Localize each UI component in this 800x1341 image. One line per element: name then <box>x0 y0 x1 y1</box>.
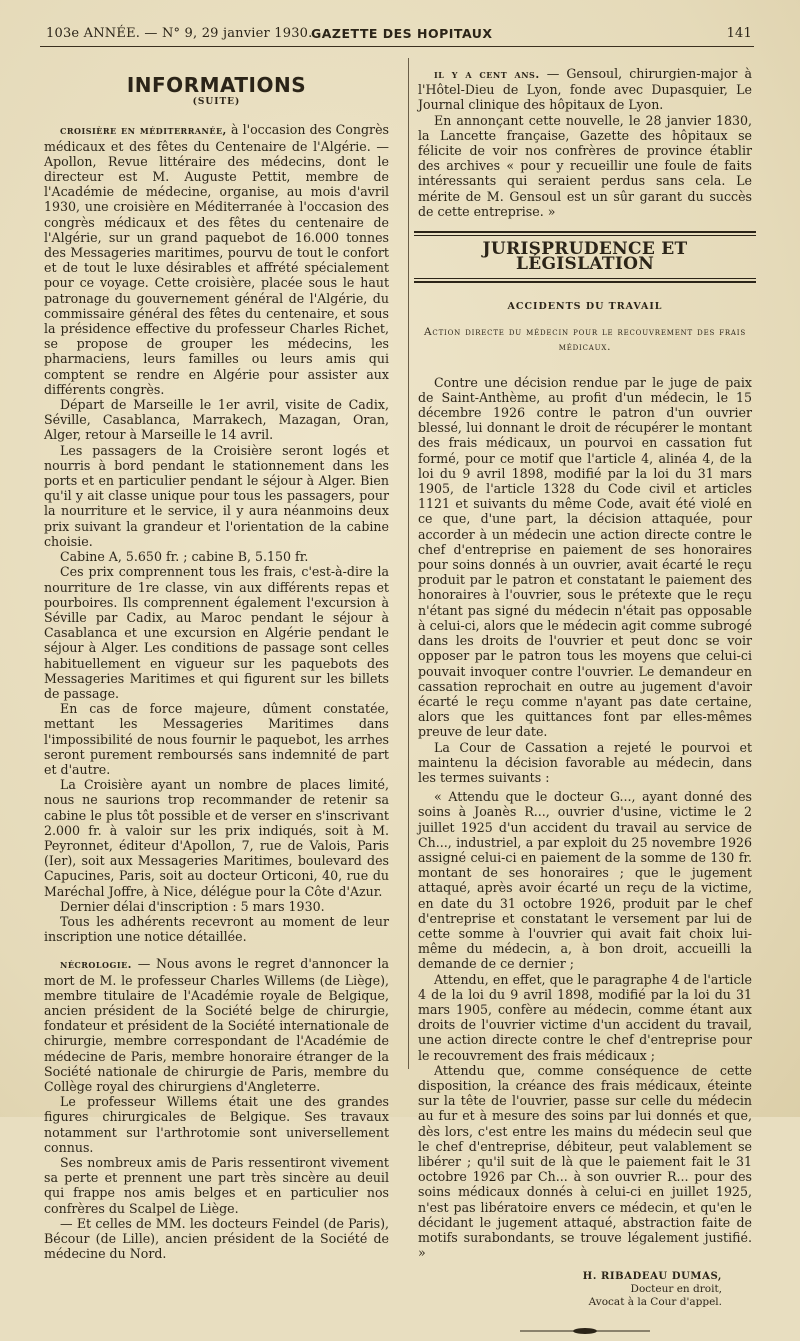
centenaire-lead: il y a cent ans. <box>434 68 540 81</box>
paragraph: Les passagers de la Croisière seront logés et nourris à bord pendant le stationnement dans les ports et en particulier pendant le séjour à Alger. Bien qu'il y ait classe unique pour tous les passagers, pour la nourriture et le service, il y aura néanmoins deux prix suivant la grandeur et l'orientation de la cabine choisie. <box>44 442 389 549</box>
paragraph: Attendu, en effet, que le paragraphe 4 de l'article 4 de la loi du 9 avril 1898, modifié par la loi du 31 mars 1905, confère au médecin, comme étant aux droits de l'ouvrier victime d'un accident du travail, une action directe contre le chef d'entreprise pour le recouvrement des frais médicaux ; <box>418 971 752 1063</box>
croisiere-lead: croisière en méditerranée, <box>60 124 227 138</box>
paragraph: Ses nombreux amis de Paris ressentiront vivement sa perte et prennent une part très sincère au deuil qui frappe nos amis belges et en particulier nos confrères du Scalpel de Liège. <box>44 1155 389 1216</box>
paragraph: Départ de Marseille le 1er avril, visite de Cadix, Séville, Casablanca, Marrakech, Mazagan, Oran, Alger, retour à Marseille le 14 avril. <box>44 397 389 443</box>
column-divider <box>408 58 409 1069</box>
necrologie-paragraph: nécrologie. — Nous avons le regret d'annoncer la mort de M. le professeur Charles Willems (de Liège), membre titulaire de l'Académie royale de Belgique, ancien président de la Société belge de chirurgie, fondateur et président de la Société internationale de chirurgie, membre correspondant de l'Académie de médecine de Paris, membre honoraire étranger de la Société nationale de chirurgie de Paris, membre du Collège royal des chirurgiens d'Angleterre. <box>44 956 389 1094</box>
paragraph: Ces prix comprennent tous les frais, c'est-à-dire la nourriture de 1re classe, vin aux différents repas et pourboires. Ils comprennent également l'excursion à Séville par Cadix, au Maroc pendant le séjour à Casablanca et une excursion en Algérie pendant le séjour à Alger. Les conditions de passage sont celles habituellement en vigueur sur les paquebots des Messageries Maritimes et qui figurent sur les billets de passage. <box>44 564 389 701</box>
necrologie-lead: nécrologie. <box>60 958 132 972</box>
paragraph: En cas de force majeure, dûment constatée, mettant les Messageries Maritimes dans l'impossibilité de nous fournir le paquebot, les arrhes seront purement remboursés sans indemnité de part et d'autre. <box>44 701 389 777</box>
centenaire-paragraph: il y a cent ans. — Gensoul, chirurgien-major à l'Hôtel-Dieu de Lyon, fonde avec Dupasquier, Le Journal clinique des hôpitaux de Lyon. <box>418 66 752 113</box>
header-rule <box>40 46 754 47</box>
section-title-jurisprudence: JURISPRUDENCE ET LÉGISLATION <box>482 239 688 275</box>
ornament-divider <box>418 1325 752 1340</box>
section-title-informations: INFORMATIONS <box>126 73 307 97</box>
right-column <box>418 66 752 1341</box>
article-heading: ACCIDENTS DU TRAVAIL <box>507 301 663 313</box>
section-subtitle: (SUITE) <box>192 97 241 108</box>
paragraph: Dernier délai d'inscription : 5 mars 1930. <box>60 898 325 914</box>
paragraph: La Cour de Cassation a rejeté le pourvoi et maintenu la décision favorable au médecin, dans les termes suivants : <box>418 739 752 785</box>
rule <box>414 278 756 279</box>
author-title: Docteur en droit, <box>630 1283 722 1296</box>
paragraph: Tous les adhérents recevront au moment de leur inscription une notice détaillée. <box>44 913 389 945</box>
article-subheading: Action directe du médecin pour le recouvrement des frais médicaux. <box>424 325 746 353</box>
rule <box>414 281 756 283</box>
paragraph: Cabine A, 5.650 fr. ; cabine B, 5.150 fr. <box>60 549 309 565</box>
paragraph: Contre une décision rendue par le juge de paix de Saint-Anthème, au profit d'un médecin, le 15 décembre 1926 contre le patron d'un ouvrier blessé, lui donnant le droit de récupérer le montant des frais médicaux, un pourvoi en cassation fut formé, pour ce motif que l'article 4, alinéa 4, de la loi du 9 avril 1898, modifié par la loi du 31 mars 1905, de l'article 1328 du Code civil et articles 1121 et suivants du même Code, avait été violé en ce que, d'une part, la décision attaquée, pour accorder à un médecin une action directe contre le chef d'entreprise en paiement de ses honoraires pour soins donnés à un ouvrier, avait écarté le reçu produit par le patron et constatant le paiement des honoraires à l'ouvrier, sous le prétexte que le reçu n'étant pas signé du médecin n'était pas opposable à celui-ci, alors que le médecin agit comme subrogé dans les droits de l'ouvrier et peut donc se voir opposer par le patron tous les moyens que celui-ci pouvait invoquer contre l'ouvrier. Le demandeur en cassation reprochait en outre au jugement d'avoir écarté le reçu comme n'ayant pas date certaine, alors que les quittances font par elles-mêmes preuve de leur date. <box>418 374 752 740</box>
paragraph: En annonçant cette nouvelle, le 28 janvier 1830, la Lancette française, Gazette des hôpitaux se félicite de voir nos confrères de province établir des archives « pour y recueillir une foule de faits intéressants qui seraient perdus sans cela. Le mérite de M. Gensoul est un sûr garant du succès de cette entreprise. » <box>418 112 752 219</box>
page-number: 141 <box>726 26 752 41</box>
rule <box>414 231 756 233</box>
author-position: Avocat à la Cour d'appel. <box>588 1296 722 1309</box>
paragraph: La Croisière ayant un nombre de places limité, nous ne saurions trop recommander de retenir sa cabine le plus tôt possible et de verser en s'inscrivant 2.000 fr. à valoir sur les prix indiqués, soit à M. Peyronnet, éditeur d'Apollon, 7, rue de Valois, Paris (Ier), soit aux Messageries Maritimes, boulevard des Capucines, Paris, soit au docteur Orticoni, 40, rue du Maréchal Joffre, à Nice, délégue pour la Côte d'Azur. <box>44 777 389 899</box>
jurisprudence-banner <box>414 231 756 283</box>
paragraph: Attendu que, comme conséquence de cette disposition, la créance des frais médicaux, éteinte sur la tête de l'ouvrier, passe sur celle du médecin au fur et à mesure des soins par lui donnés et que, dès lors, c'est entre les mains du médecin seul que le chef d'entreprise, débiteur, peut valablement se libérer ; qu'il suit de là que le paiement fait le 31 octobre 1926 par Ch... à son ouvrier R... pour des soins médicaux donnés à celui-ci en juillet 1925, n'est pas libératoire envers ce médecin, et qu'en le décidant le jugement attaqué, abstraction faite de motifs surabondants, se trouve légalement justifié. » <box>418 1062 752 1261</box>
author-name: H. RIBADEAU DUMAS, <box>582 1271 722 1283</box>
page-header <box>46 22 752 44</box>
signature-block <box>418 1270 752 1309</box>
paragraph: — Et celles de MM. les docteurs Feindel (de Paris), Bécour (de Lille), ancien président de la Société de médecine du Nord. <box>44 1215 389 1262</box>
publication-title: GAZETTE DES HOPITAUX <box>311 26 493 41</box>
paragraph: Le professeur Willems était une des grandes figures chirurgicales de Belgique. Ses travaux notamment sur l'arthrotomie sont universellement connus. <box>44 1094 389 1155</box>
croisiere-paragraph: croisière en méditerranée, à l'occasion des Congrès médicaux et des fêtes du Centenaire de l'Algérie. — Apollon, Revue littéraire des médecins, dont le directeur est M. Auguste Pettit, membre de l'Académie de médecine, organise, au mois d'avril 1930, une croisière en Méditerranée à l'occasion des congrès médicaux et des fêtes du centenaire de l'Algérie, sur un grand paquebot de 16.000 tonnes des Messageries maritimes, pourvu de tout le confort et de tout le luxe désirables et affrété spécialement pour ce voyage. Cette croisière, placée sous le haut patronage du gouvernement général de l'Algérie, du commissaire général des fêtes du centenaire, et sous la présidence effective du professeur Charles Richet, se propose de grouper les médecins, les pharmaciens, leurs familles ou leurs amis qui comptent se rendre en Algérie pour assister aux différents congrès. <box>44 122 389 397</box>
issue-info: 103e ANNÉE. — N° 9, 29 janvier 1930. <box>46 26 313 41</box>
left-column <box>44 72 389 1261</box>
paragraph: « Attendu que le docteur G..., ayant donné des soins à Joanès R..., ouvrier d'usine, victime le 2 juillet 1925 d'un accident du travail au service de Ch..., industriel, a par exploit du 25 novembre 1926 assigné celui-ci en paiement de la somme de 130 fr. montant de ses honoraires ; que le jugement attaqué, après avoir écarté un reçu de la victime, en date du 31 octobre 1926, produit par le chef d'entreprise et constatant le versement par lui de cette somme à l'ouvrier qui avait fait choix lui-même du médecin, a, à bon droit, accueilli la demande de ce dernier ; <box>418 789 752 972</box>
ornament-rule-icon <box>520 1327 650 1335</box>
